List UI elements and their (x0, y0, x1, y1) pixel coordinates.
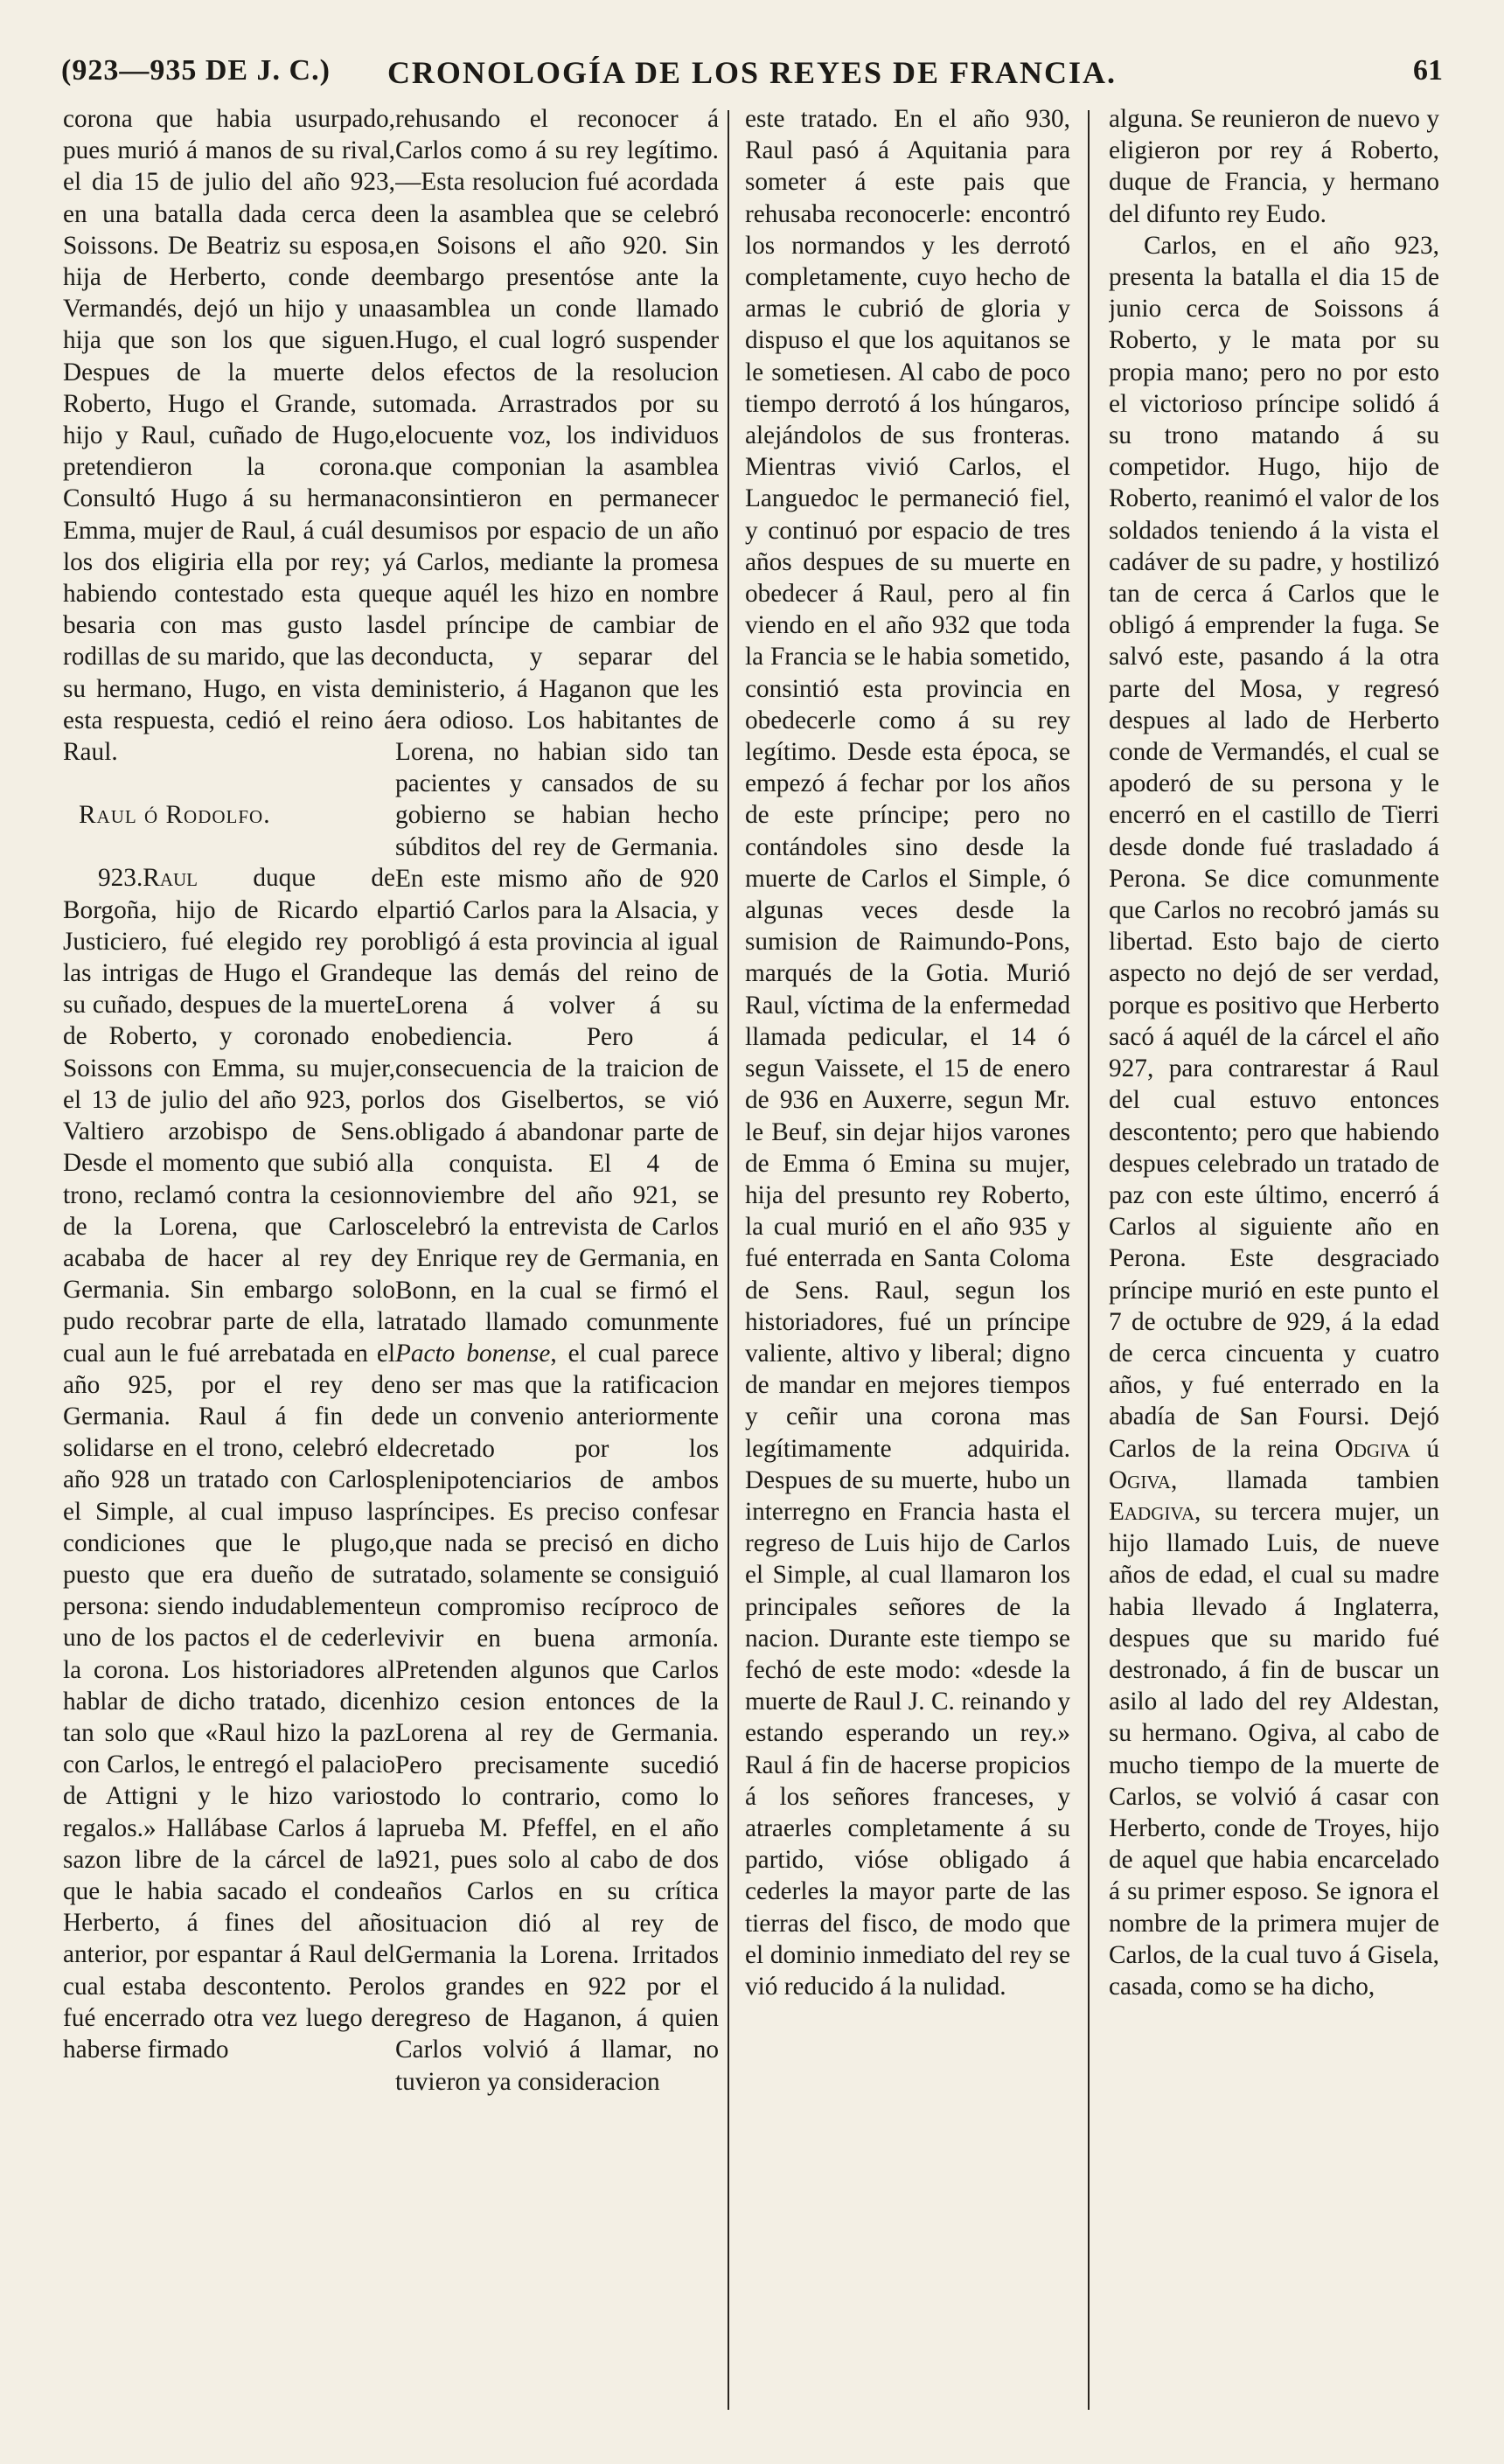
queen-name: Odgiva (1334, 1434, 1410, 1463)
queen-name: Ogiva (1109, 1465, 1171, 1494)
paragraph-text: Carlos, en el año 923, presenta la batalla el dia 15 de junio cerca de Soissons á Roberto, y le mata por su propia mano; pero no por esto el victorioso príncipe solidó á su trono matando á su competidor. Hugo, hijo de Roberto, reanimó el valor de los soldados teniendo á la vista el cadáver de su padre, y hostilizó tan de cerca á Carlos que le obligó á emprender la fuga. Se salvó este, pasando á la otra parte del Mosa, y regresó despues al lado de Herberto conde de Vermandés, el cual se apoderó de su persona y le encerró en el castillo de Tierri desde donde fué trasladado á Perona. Se dice comunmente que Carlos no recobró jamás su libertad. Esto bajo de cierto aspecto no dejó de ser verdad, porque es positivo que Herberto sacó á aquél de la cárcel el año 927, para contrarestar á Raul del cual estuvo entonces descontento; pero que habiendo despues celebrado un tratado de paz con este último, encerró á Carlos al siguiente año en Perona. Este desgraciado príncipe murió en este punto el 7 de octubre de 929, á la edad de cerca cincuenta y cuatro años, y fué enterrado en la abadía de San Foursi. Dejó Carlos de la reina (1109, 231, 1439, 1463)
paragraph (63, 862, 395, 2065)
paragraph (1109, 230, 1439, 2002)
paragraph: corona que habia usurpado, pues murió á manos de su rival, el dia 15 de julio del año 923, en una batalla dada cerca de Soissons. De Beatriz su esposa, hija de Herberto, conde de Vermandés, dejó un hijo y una hija que son los que siguen. Despues de la muerte de Roberto, Hugo el Grande, su hijo y Raul, cuñado de Hugo, pretendieron la corona. Consultó Hugo á su hermana Emma, mujer de Raul, á cuál de los dos eligiria ella por rey; y habiendo contestado esta que besaria con mas gusto las rodillas de su marido, que las de su hermano, Hugo, en vista de esta respuesta, cedió el reino á Raul. (63, 105, 395, 767)
year: 923. (98, 864, 143, 893)
running-head (61, 54, 1443, 98)
text-column-4 (1109, 103, 1439, 2429)
paragraph-text: ú (1410, 1434, 1439, 1463)
column-rule (1088, 110, 1090, 2410)
text-column-2 (395, 103, 719, 2429)
text-column-1 (63, 103, 395, 2429)
paragraph (395, 103, 719, 2098)
paragraph-text: , su tercera mujer, un hijo llamado Luis, de nueve años de edad, el cual su madre habia llevado á Inglaterra, despues que su marido fué destronado, á fin de buscar un asilo al lado del rey Aldestan, su hermano. Ogiva, al cabo de mucho tiempo de la muerte de Carlos, se volvió á casar con Herberto, conde de Troyes, hijo de aquel que habia encarcelado á su primer esposo. Se ignora el nombre de la primera mujer de Carlos, de la cual tuvo á Gisela, casada, como se ha dicho, (1109, 1497, 1439, 2001)
paragraph-text: , el cual parece no ser mas que la ratificacion de un convenio anteriormente decretado por los plenipotenciarios de ambos príncipes. Es preciso confesar que nada se precisó en dicho tratado, solamente se consiguió un compromiso recíproco de vivir en buena armonía. Pretenden algunos que Carlos hizo cesion entonces de la Lorena al rey de Germania. Pero precisamente sucedió todo lo contrario, como lo prueba M. Pfeffel, en el año 921, pues solo al cabo de dos años Carlos en su crítica situacion dió al rey de Germania la Lorena. Irritados los grandes en 922 por el regreso de Haganon, á quien Carlos volvió á llamar, no tuvieron ya consideracion (395, 1339, 719, 2096)
paragraph: alguna. Se reunieron de nuevo y eligieron por rey á Roberto, duque de Francia, y hermano del difunto rey Eudo. (1109, 105, 1439, 228)
date-range: (923—935 DE J. C.) (61, 54, 331, 87)
section-heading: Raul ó Rodolfo. (79, 801, 271, 830)
page-number: 61 (1413, 54, 1443, 87)
paragraph-text: duque de Borgoña, hijo de Ricardo el Justiciero, fué elegido rey por las intrigas de Hugo el Grande su cuñado, despues de la muerte de Roberto, y coronado en Soissons con Emma, su mujer, el 13 de julio del año 923, por Valtiero arzobispo de Sens. Desde el momento que subió al trono, reclamó contra la cesion de la Lorena, que Carlos acababa de hacer al rey de Germania. Sin embargo solo pudo recobrar parte de ella, la cual aun le fué arrebatada en el año 925, por el rey de Germania. Raul á fin de solidarse en el trono, celebró el año 928 un tratado con Carlos el Simple, al cual impuso las condiciones que le plugo, puesto que era dueño de su persona: siendo indudablemente uno de los pactos el de cederle la corona. Los historiadores al hablar de dicho tratado, dicen tan solo que «Raul hizo la paz con Carlos, le entregó el palacio de Attigni y le hizo varios regalos.» Hallábase Carlos á la sazon libre de la cárcel de la que le habia sacado el conde Herberto, á fines del año anterior, por espantar á Raul del cual estaba descontento. Pero fué encerrado otra vez luego de haberse firmado (63, 864, 395, 2064)
paragraph-text: rehusando el reconocer á Carlos como á su rey legítimo.—Esta resolucion fué acordada en la asamblea que se celebró en Soisons el año 920. Sin embargo presentóse ante la asamblea un conde llamado Hugo, el cual logró suspender los efectos de la resolucion tomada. Arrastrados por su elocuente voz, los individuos que componian la asamblea consintieron en permanecer sumisos por espacio de un año á Carlos, mediante la promesa que aquél les hizo en nombre del príncipe de cambiar de conducta, y separar del ministerio, á Haganon que les era odioso. Los habitantes de Lorena, no habian sido tan pacientes y cansados de su gobierno se habian hecho súbditos del rey de Germania. En este mismo año de 920 partió Carlos para la Alsacia, y obligó á esta provincia al igual que las demás del reino de Lorena á volver á su obediencia. Pero á consecuencia de la traicion de los dos Giselbertos, se vió obligado á abandonar parte de la conquista. El 4 de noviembre del año 921, se celebró la entrevista de Carlos y Enrique rey de Germania, en Bonn, en la cual se firmó el tratado llamado comunmente (395, 105, 719, 1336)
paragraph: este tratado. En el año 930, Raul pasó á Aquitania para someter á este pais que rehusaba reconocerle: encontró los normandos y les derrotó completamente, cuyo hecho de armas le cubrió de gloria y dispuso el que los aquitanos se le sometiesen. Al cabo de poco tiempo derrotó á los húngaros, alejándolos de sus fronteras. Mientras vivió Carlos, el Languedoc le permaneció fiel, y continuó por espacio de tres años despues de su muerte en obedecer á Raul, pero al fin viendo en el año 932 que toda la Francia se le habia sometido, consintió esta provincia en obedecerle como á su rey legítimo. Desde esta época, se empezó á fechar por los años de este príncipe; pero no contándoles sino desde la muerte de Carlos el Simple, ó algunas veces desde la sumision de Raimundo-Pons, marqués de la Gotia. Murió Raul, víctima de la enfermedad llamada pedicular, el 14 ó segun Vaissete, el 15 de enero de 936 en Auxerre, segun Mr. le Beuf, sin dejar hijos varones de Emma ó Emina su mujer, hija del presunto rey Roberto, la cual murió en el año 935 y fué enterrada en Santa Coloma de Sens. Raul, segun los historiadores, fué un príncipe valiente, altivo y liberal; digno de mandar en mejores tiempos y ceñir una corona mas legítimamente adquirida. Despues de su muerte, hubo un interregno en Francia hasta el regreso de Luis hijo de Carlos el Simple, al cual llamaron los principales señores de la nacion. Durante este tiempo se fechó de este modo: «desde la muerte de Raul J. C. reinando y estando esperando un rey.» Raul á fin de hacerse propicios á los señores franceses, y atraerles completamente á su partido, vióse obligado á cederles la mayor parte de las tierras del fisco, de modo que el dominio inmediato del rey se vió reducido á la nulidad. (745, 105, 1070, 2001)
queen-name: Eadgiva (1109, 1497, 1195, 1526)
column-rule (728, 110, 729, 2410)
paragraph-text: , llamada tambien (1170, 1465, 1439, 1494)
king-name: Raul (143, 864, 198, 893)
text-column-3 (745, 103, 1070, 2429)
page-title: CRONOLOGÍA DE LOS REYES DE FRANCIA. (386, 55, 1118, 90)
treaty-name: Pacto bonense (395, 1339, 551, 1368)
